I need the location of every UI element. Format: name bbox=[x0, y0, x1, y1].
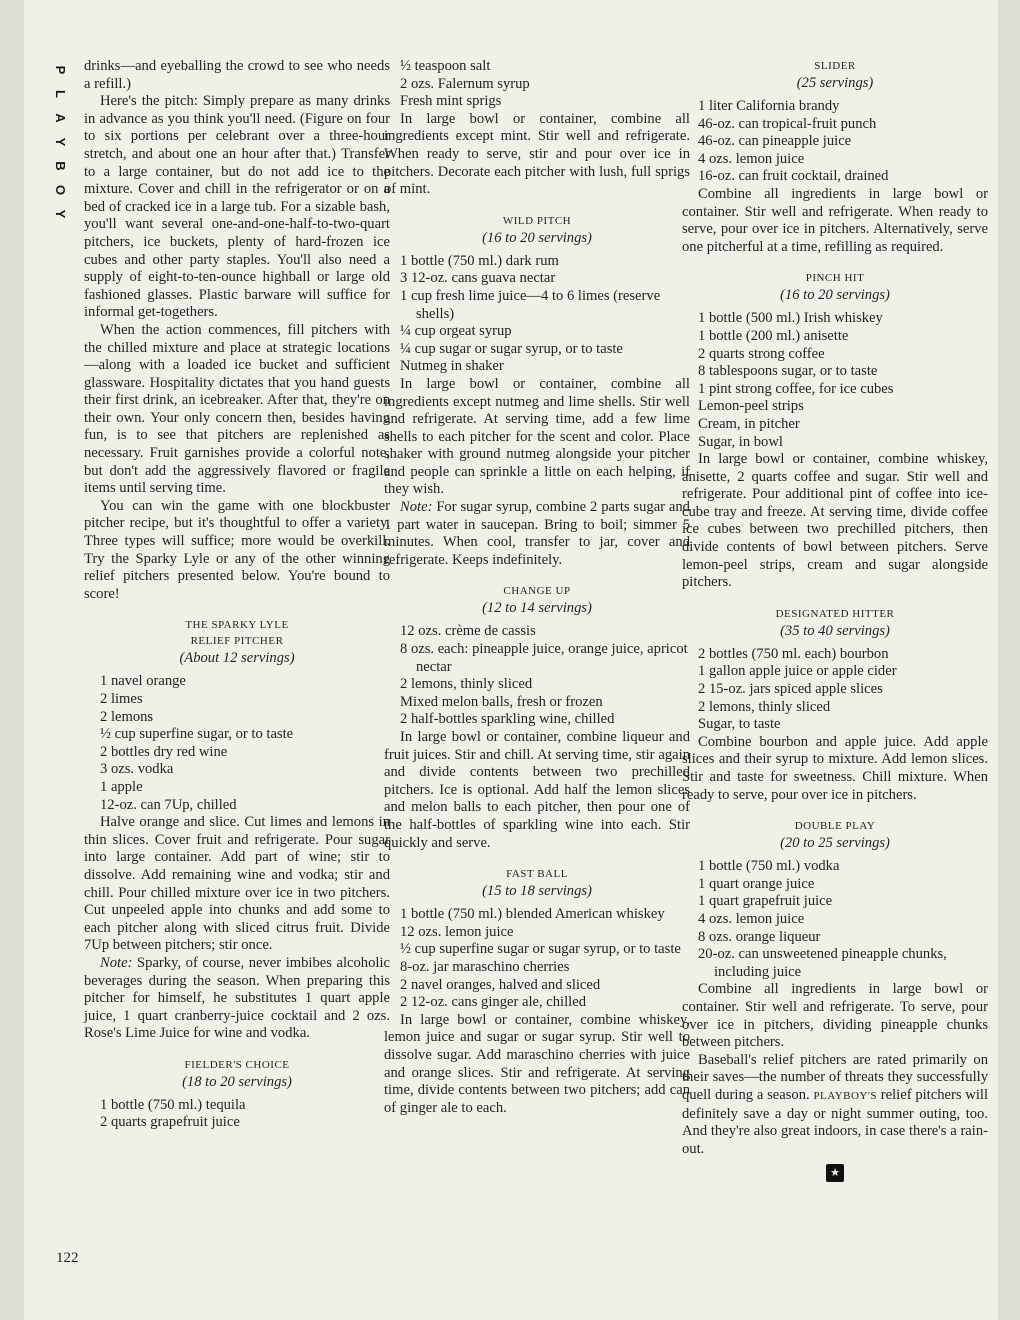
recipe-designated-hitter bbox=[682, 606, 988, 804]
ingredient: 2 lemons bbox=[100, 708, 154, 725]
closing-text-b: relief pitchers will definitely save a day or night summer outing, too. And they're also great indoors, in case there's a rain-out. bbox=[682, 1086, 989, 1157]
ingredient: 1 bottle (750 ml.) dark rum bbox=[400, 252, 559, 269]
recipe-title: SLIDER bbox=[814, 60, 856, 72]
ingredient: 2 ozs. Falernum syrup bbox=[400, 75, 530, 92]
body-paragraph: Here's the pitch: Simply prepare as many drinks in advance as you think you'll need. (Figure on four to six portions per celebrant over a three-hour stretch, and about one an hour after that.) Transfer to a large container, but do not add ice to the mixture. Cover and chill in the refrigerator or on a bed of cracked ice in a large tub. For a sizable bash, you'll want several one-and-one-half-to-two-quart pitchers, ice buckets, plenty of hard-frozen ice cubes and other party staples. You'll also need a supply of eight-to-ten-ounce highball or large old fashioned glasses. Plastic barware will suffice for informal get-togethers. bbox=[84, 93, 390, 321]
recipe-method: Combine bourbon and apple juice. Add apple slices and their syrup to mixture. Add lemon slices. Stir and taste for sweetness. Chill mixture. When ready to serve, pour over ice in pitchers. bbox=[682, 733, 988, 803]
ingredient: 46-oz. can pineapple juice bbox=[698, 133, 852, 150]
recipe-note bbox=[84, 955, 390, 1043]
recipe-servings: (35 to 40 servings) bbox=[780, 622, 890, 639]
recipe-method: Combine all ingredients in large bowl or container. Stir well and refrigerate. When ready to serve, pour over ice in pitchers. Alternatively, serve one pitcherful at a time, refilling as required. bbox=[682, 185, 988, 255]
recipe-title: FAST BALL bbox=[506, 868, 568, 881]
recipe-note bbox=[384, 499, 690, 569]
recipe-method: In large bowl or container, combine all ingredients except mint. Stir well and refrigerate. When ready to serve, stir and pour over ice in pitchers. Decorate each pitcher with lush, full sprigs of mint. bbox=[384, 110, 690, 198]
ingredient: 1 bottle (500 ml.) Irish whiskey bbox=[698, 310, 883, 327]
rabbit-head-icon: ★ bbox=[826, 1164, 844, 1182]
ingredient: Sugar, to taste bbox=[698, 716, 781, 733]
recipe-method: In large bowl or container, combine all ingredients except nutmeg and lime shells. Stir well and refrigerate. At serving time, add a few lime shells to each pitcher for the scent and color. Place shaker with ground nutmeg alongside your pitcher and people can sprinkle a little on each helping, if they wish. bbox=[384, 375, 690, 498]
recipe-fast-ball bbox=[384, 866, 690, 1117]
magazine-page bbox=[24, 0, 998, 1320]
ingredient: 1 apple bbox=[100, 778, 143, 795]
ingredient: 1 navel orange bbox=[100, 673, 186, 690]
masthead-letter: B bbox=[53, 161, 68, 171]
recipe-pinch-hit bbox=[682, 270, 988, 592]
recipe-title: WILD PITCH bbox=[502, 214, 572, 227]
recipe-method: Halve orange and slice. Cut limes and lemons in thin slices. Cover fruit and refrigerate. Pour sugar into large container. Add part of wine; stir to dissolve. Add remaining wine and vodka; stir and chill. Pour chilled mixture over ice in two pitchers. Cut unpeeled apple into chunks and add some to each pitcher along with sliced citrus fruit. Divide 7Up between pitchers; stir once. bbox=[84, 814, 390, 954]
ingredient: 1 bottle (750 ml.) tequila bbox=[100, 1096, 246, 1113]
brand-smallcaps: PLAYBOY'S bbox=[813, 1089, 877, 1102]
masthead-letter: A bbox=[53, 113, 68, 123]
ingredient: 2 bottles (750 ml. each) bourbon bbox=[698, 645, 889, 662]
ingredient: 20-oz. can unsweetened pineapple chunks, including juice bbox=[698, 946, 947, 980]
masthead-letter: Y bbox=[53, 137, 68, 147]
ingredient: 3 ozs. vodka bbox=[100, 761, 174, 778]
recipe-servings: (About 12 servings) bbox=[179, 650, 295, 667]
recipe-servings: (18 to 20 servings) bbox=[182, 1073, 292, 1090]
ingredient: 2 lemons, thinly sliced bbox=[698, 698, 831, 715]
ingredient: 1 quart orange juice bbox=[698, 875, 815, 892]
ingredient: Mixed melon balls, fresh or frozen bbox=[400, 693, 603, 710]
recipe-servings: (16 to 20 servings) bbox=[780, 287, 890, 304]
ingredient: 4 ozs. lemon juice bbox=[698, 910, 805, 927]
ingredient: 2 half-bottles sparkling wine, chilled bbox=[400, 711, 615, 728]
recipe-title: THE SPARKY LYLE bbox=[185, 619, 289, 632]
recipe-change-up bbox=[384, 583, 690, 852]
page-number: 122 bbox=[56, 1250, 79, 1266]
ingredient: 8 ozs. orange liqueur bbox=[698, 928, 821, 945]
column-1 bbox=[84, 58, 390, 1132]
ingredient: 1 bottle (750 ml.) vodka bbox=[698, 858, 840, 875]
body-paragraph: drinks—and eyeballing the crowd to see who needs a refill.) bbox=[84, 58, 390, 92]
ingredient: ¼ cup sugar or sugar syrup, or to taste bbox=[400, 340, 623, 357]
recipe-fielders-choice bbox=[84, 1057, 390, 1132]
ingredient: 1 cup fresh lime juice—4 to 6 limes (reserve shells) bbox=[400, 287, 661, 322]
recipe-double-play bbox=[682, 818, 988, 1052]
recipe-servings: (25 servings) bbox=[796, 75, 874, 91]
recipe-title: CHANGE UP bbox=[503, 585, 571, 598]
ingredient: 2 limes bbox=[100, 691, 143, 707]
ingredient: 46-oz. can tropical-fruit punch bbox=[698, 115, 877, 132]
recipe-servings: (12 to 14 servings) bbox=[482, 600, 592, 617]
recipe-title-line2: RELIEF PITCHER bbox=[190, 635, 284, 648]
body-paragraph: When the action commences, fill pitchers with the chilled mixture and place at strategic locations—along with a loaded ice bucket and sufficient glassware. Hospitality dictates that you hand guests their first drink, an icebreaker. After that, they're on their own. Your only concern then, besides having fun, is to see that pitchers are replenished as necessary. Fruit garnishes provide a colorful note, but don't add the aggressively flavored or fragile items until serving time. bbox=[84, 321, 390, 497]
ingredient: Fresh mint sprigs bbox=[400, 93, 502, 110]
ingredient: 8-oz. jar maraschino cherries bbox=[400, 958, 570, 975]
ingredient: 2 bottles dry red wine bbox=[100, 743, 228, 760]
recipe-title: DESIGNATED HITTER bbox=[775, 607, 895, 620]
ingredient: 16-oz. can fruit cocktail, drained bbox=[698, 168, 889, 185]
ingredient: ½ teaspoon salt bbox=[400, 58, 491, 74]
note-label: Note: bbox=[100, 954, 133, 971]
ingredient: 2 lemons, thinly sliced bbox=[400, 676, 533, 693]
recipe-servings: (16 to 20 servings) bbox=[482, 229, 592, 246]
ingredient: 12 ozs. lemon juice bbox=[400, 923, 514, 940]
ingredient: Lemon-peel strips bbox=[698, 398, 804, 415]
ingredient: 1 bottle (200 ml.) anisette bbox=[698, 327, 849, 344]
recipe-sparky-lyle bbox=[84, 617, 390, 1042]
recipe-method: In large bowl or container, combine liqueur and fruit juices. Stir and chill. At serving time, stir again and divide contents between two prechilled pitchers. Ice is optional. Add half the lemon slices and melon balls to each pitcher, then pour one of the half-bottles of sparkling wine into each. Stir quickly and serve. bbox=[384, 729, 690, 851]
body-paragraph: You can win the game with one blockbuster pitcher recipe, but it's thoughtful to offer a variety. Three types will suffice; more would be overkill. Try the Sparky Lyle or any of the other winning relief pitchers presented below. You're bound to score! bbox=[84, 497, 390, 602]
masthead-letter: Y bbox=[53, 209, 68, 219]
note-label: Note: bbox=[400, 499, 433, 516]
masthead-letter: P bbox=[53, 65, 68, 75]
recipe-method: Combine all ingredients in large bowl or container. Stir well and refrigerate. To serve, pour over ice in pitchers, dividing pineapple chunks between pitchers. bbox=[682, 981, 988, 1051]
ingredient: 2 navel oranges, halved and sliced bbox=[400, 976, 601, 993]
ingredient: 1 quart grapefruit juice bbox=[698, 893, 833, 910]
note-text: For sugar syrup, combine 2 parts sugar and 1 part water in saucepan. Bring to boil; simmer 5 minutes. When cool, transfer to jar, cover and refrigerate. Keeps indefinitely. bbox=[384, 499, 690, 568]
ingredient: Sugar, in bowl bbox=[698, 433, 783, 450]
ingredient: 2 12-oz. cans ginger ale, chilled bbox=[400, 994, 586, 1011]
recipe-wild-pitch bbox=[384, 213, 690, 570]
ingredient: 2 15-oz. jars spiced apple slices bbox=[698, 681, 883, 698]
closing-text-a: Baseball's relief pitchers are rated primarily on their saves—the number of threats they successfully quell during a season. bbox=[682, 1051, 988, 1103]
closing-paragraph bbox=[682, 1052, 988, 1159]
recipe-method: In large bowl or container, combine whiskey, lemon juice and sugar or sugar syrup. Stir well to dissolve sugar. Add maraschino cherries with juice and orange slices. Stir and refrigerate. At serving time, divide contents between two pitchers; add can of ginger ale to each. bbox=[384, 1011, 690, 1116]
recipe-title: DOUBLE PLAY bbox=[794, 820, 876, 833]
ingredient: 1 liter California brandy bbox=[698, 98, 840, 114]
recipe-servings: (20 to 25 servings) bbox=[780, 835, 890, 852]
masthead-letter: L bbox=[53, 90, 68, 98]
column-3 bbox=[682, 58, 988, 1182]
ingredient: ¼ cup orgeat syrup bbox=[400, 323, 512, 340]
ingredient: 1 bottle (750 ml.) blended American whiskey bbox=[400, 906, 665, 923]
ingredient: ½ cup superfine sugar or sugar syrup, or to taste bbox=[400, 941, 681, 958]
masthead-letter: O bbox=[53, 184, 68, 196]
ingredient: 2 quarts grapefruit juice bbox=[100, 1114, 240, 1131]
ingredient: 12 ozs. crème de cassis bbox=[400, 623, 536, 640]
recipe-slider bbox=[682, 58, 988, 256]
recipe-title: PINCH HIT bbox=[805, 272, 865, 285]
ingredient: 4 ozs. lemon juice bbox=[698, 150, 805, 167]
ingredient: ½ cup superfine sugar, or to taste bbox=[100, 726, 294, 743]
ingredient: 2 quarts strong coffee bbox=[698, 345, 825, 362]
masthead-vertical bbox=[50, 58, 70, 226]
ingredient: 8 tablespoons sugar, or to taste bbox=[698, 363, 878, 380]
end-mark bbox=[682, 1164, 988, 1182]
ingredient: Cream, in pitcher bbox=[698, 415, 800, 432]
ingredient: 1 pint strong coffee, for ice cubes bbox=[698, 380, 894, 397]
ingredient: Nutmeg in shaker bbox=[400, 358, 504, 375]
ingredient: 12-oz. can 7Up, chilled bbox=[100, 796, 237, 813]
ingredient: 1 gallon apple juice or apple cider bbox=[698, 663, 897, 680]
recipe-servings: (15 to 18 servings) bbox=[482, 883, 592, 900]
column-2 bbox=[384, 58, 690, 1117]
recipe-title: FIELDER'S CHOICE bbox=[184, 1058, 290, 1071]
recipe-method: In large bowl or container, combine whiskey, anisette, 2 quarts coffee and sugar. Stir well and refrigerate. Pour additional pint of coffee into ice-cube tray and freeze. At serving time, divide coffee ice cubes between two prechilled pitchers, then divide contents of bowl between pitchers. Serve lemon-peel strips, cream and sugar alongside pitchers. bbox=[682, 451, 988, 591]
ingredient: 8 ozs. each: pineapple juice, orange juice, apricot nectar bbox=[400, 641, 688, 675]
ingredient: 3 12-oz. cans guava nectar bbox=[400, 270, 556, 287]
note-text: Sparky, of course, never imbibes alcoholic beverages during the season. When preparing this pitcher for himself, he substitutes 1 quart apple juice, 1 quart cranberry-juice cocktail and 2 ozs. Rose's Lime Juice for wine and vodka. bbox=[84, 954, 390, 1042]
